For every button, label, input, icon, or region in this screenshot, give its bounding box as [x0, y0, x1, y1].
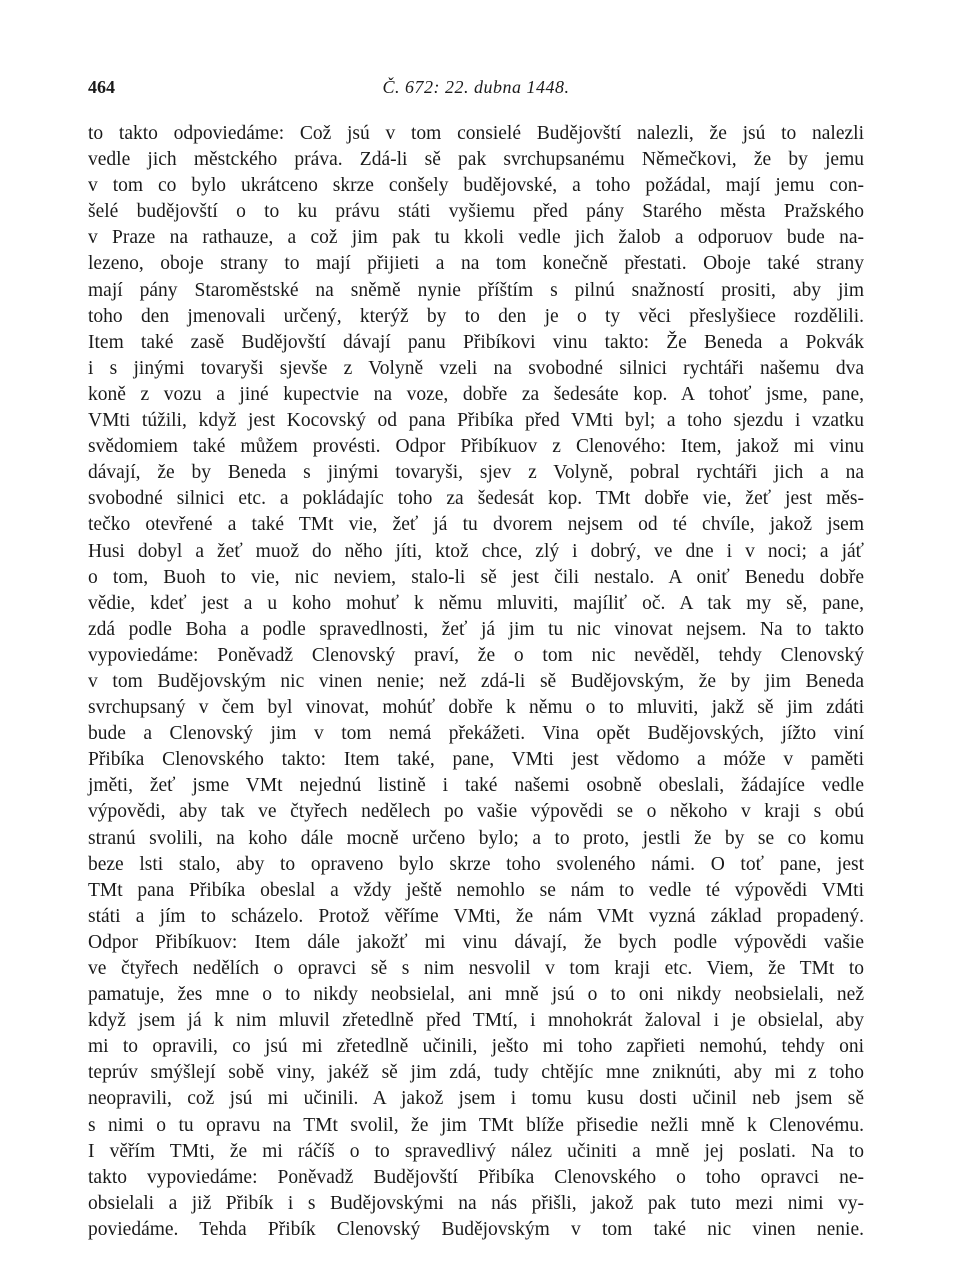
text-line: obsielali a již Přibík i s Budějovskými na nás přišli, jakož pak tuto mezi nimi vy- [88, 1192, 864, 1214]
text-line: lezeno, oboje strany to mají přijieti a na tom konečně přestati. Oboje také strany [88, 253, 864, 275]
text-line: I věřím TMti, že mi ráčíš o to spravedlivý nález učiniti a mně jej poslati. Na to [88, 1140, 864, 1162]
body-text [88, 121, 864, 1243]
text-line: dávají, že by Beneda s jinými tovaryši, sjev z Volyně, pobral rychtáři jich a na [88, 462, 864, 484]
text-line: státi a jím to scházelo. Protož věříme VMti, že nám VMt vyzná základ propadený. [88, 905, 864, 927]
text-line: Husi dobyl a žeť muož do něho jíti, ktož chce, zlý i dobrý, ve dne i v noci; a jáť [88, 540, 864, 562]
document-page [88, 74, 864, 1243]
text-line: i s jinými tovaryši sjevše z Volyně vzeli na svobodné silnici rychtáři našemu dva [88, 357, 864, 379]
text-line: VMti túžili, když jest Kocovský od pana Přibíka před VMti byl; a toho sjezdu i vzatku [88, 410, 864, 432]
text-line: v Praze na rathauze, a což jim pak tu kkoli vedle jich žalob a odporuov bude na- [88, 227, 864, 249]
text-line: o tom, Buoh to vie, nic neviem, stalo-li sě jest čili nestalo. A oniť Benedu dobře [88, 566, 864, 588]
text-line: pamatuje, žes mne o to nikdy neobsielal, ani mně jsú o to oni nikdy neobsielali, než [88, 984, 864, 1006]
text-line: neopravili, což jsú mi učinili. A jakož jsem i tomu kusu dosti učinil neb jsem sě [88, 1088, 864, 1110]
page-number: 464 [88, 77, 115, 97]
text-line: vedle jich městckého práva. Zdá-li sě pak svrchupsanému Němečkovi, že by jemu [88, 149, 864, 171]
text-line: to takto odpoviedáme: Což jsú v tom consielé Budějovští nalezli, že jsú to nalezli [88, 123, 864, 144]
text-line: poviedáme. Tehda Přibík Clenovský Budějovským v tom také nic vinen nenie. [88, 1218, 864, 1240]
text-line: koně z vozu a jiné kupectvie na voze, dobře za šedesáte kop. A tohoť jsme, pane, [88, 383, 864, 405]
text-line: vědie, kdeť jest a u koho mohuť k němu mluviti, majíliť oč. A tak my sě, pane, [88, 592, 864, 614]
text-line: svobodné silnici etc. a pokládajíc toho za šedesát kop. TMt dobře vie, žeť jest měs- [88, 488, 864, 510]
text-line: bude a Clenovský jim v tom nemá překážeti. Vina opět Budějovských, jížto viní [88, 723, 864, 745]
text-line: stranú svolili, na koho dále mocně určeno bylo; a to proto, jestli že by se co komu [88, 827, 864, 849]
text-line: v tom Budějovským nic vinen nenie; než zdá-li sě Budějovským, že by jim Beneda [88, 670, 864, 692]
text-line: toho den jmenovali určený, kterýž by to den je o ty věci přeslyšiece rozdělili. [88, 305, 864, 327]
text-line: beze lsti stalo, aby to opraveno bylo skrze toho svoleného námi. O toť pane, jest [88, 853, 864, 875]
text-line: vypoviedáme: Poněvadž Clenovský praví, že o tom nic nevěděl, tehdy Clenovský [88, 644, 864, 666]
running-head [88, 74, 864, 100]
text-line: TMt pana Přibíka obeslal a vždy ještě nemohlo se nám to vedle té výpovědi VMti [88, 879, 864, 901]
text-line: teprúv smýšlejí sobě viny, jakéž sě jim zdá, tudy chtějíc mne zniknúti, aby mi z toho [88, 1062, 864, 1084]
text-line: mi to opravili, co jsú mi zřetedlně učinili, ješto mi toho zapřieti nemohú, tehdy oni [88, 1036, 864, 1058]
text-line: šelé budějovští o to ku právu státi vyšiemu před pány Starého města Pražského [88, 201, 864, 223]
text-line: svrchupsaný v čem byl vinovat, mohúť dobře k němu o to mluviti, jakž sě jim zdáti [88, 697, 864, 719]
text-line: když jsem já k nim mluvil zřetedlně před TMtí, i mnohokrát žaloval i je obsielal, aby [88, 1010, 864, 1032]
text-line: mají pány Staroměstské na sněmě nynie příštím s pilnú snažností prositi, aby jim [88, 279, 864, 301]
text-line: zdá podle Boha a podle spravedlnosti, žeť já jim tu nic vinovat nejsem. Na to takto [88, 618, 864, 640]
text-line: Přibíka Clenovského takto: Item také, pane, VMti jest vědomo a móže v paměti [88, 749, 864, 771]
text-line: Odpor Přibíkuov: Item dále jakožť mi vinu dávají, že bych podle výpovědi vašie [88, 931, 864, 953]
text-line: Item také zasě Budějovští dávají panu Přibíkovi vinu takto: Že Beneda a Pokvák [88, 331, 864, 353]
text-line: s nimi o tu opravu na TMt svolil, že jim TMt blíže přisedie nežli mně k Clenovému. [88, 1114, 864, 1136]
text-line: ve čtyřech nedělích o opravci sě s nim nesvolil v tom kraji etc. Viem, že TMt to [88, 958, 864, 979]
text-line: svědomiem také můžem provésti. Odpor Přibíkuov z Clenového: Item, jakož mi vinu [88, 436, 864, 458]
text-line: výpovědi, aby tak ve čtyřech nedělech po vašie výpovědi se o někoho v kraji s obú [88, 801, 864, 823]
running-head-title: Č. 672: 22. dubna 1448. [382, 77, 570, 97]
text-line: jměti, žeť jsme VMt nejednú listině i také našemi osobně obeslali, žádajíce vedle [88, 775, 864, 797]
text-line: tečko otevřené a také TMt vie, žeť já tu dvorem nejsem od té chvíle, jakož jsem [88, 514, 864, 536]
text-line: v tom co bylo ukrátceno skrze conšely budějovské, a toho požádal, mají jemu con- [88, 175, 864, 197]
text-line: takto vypoviedáme: Poněvadž Budějovští Přibíka Clenovského o toho opravci ne- [88, 1166, 864, 1188]
